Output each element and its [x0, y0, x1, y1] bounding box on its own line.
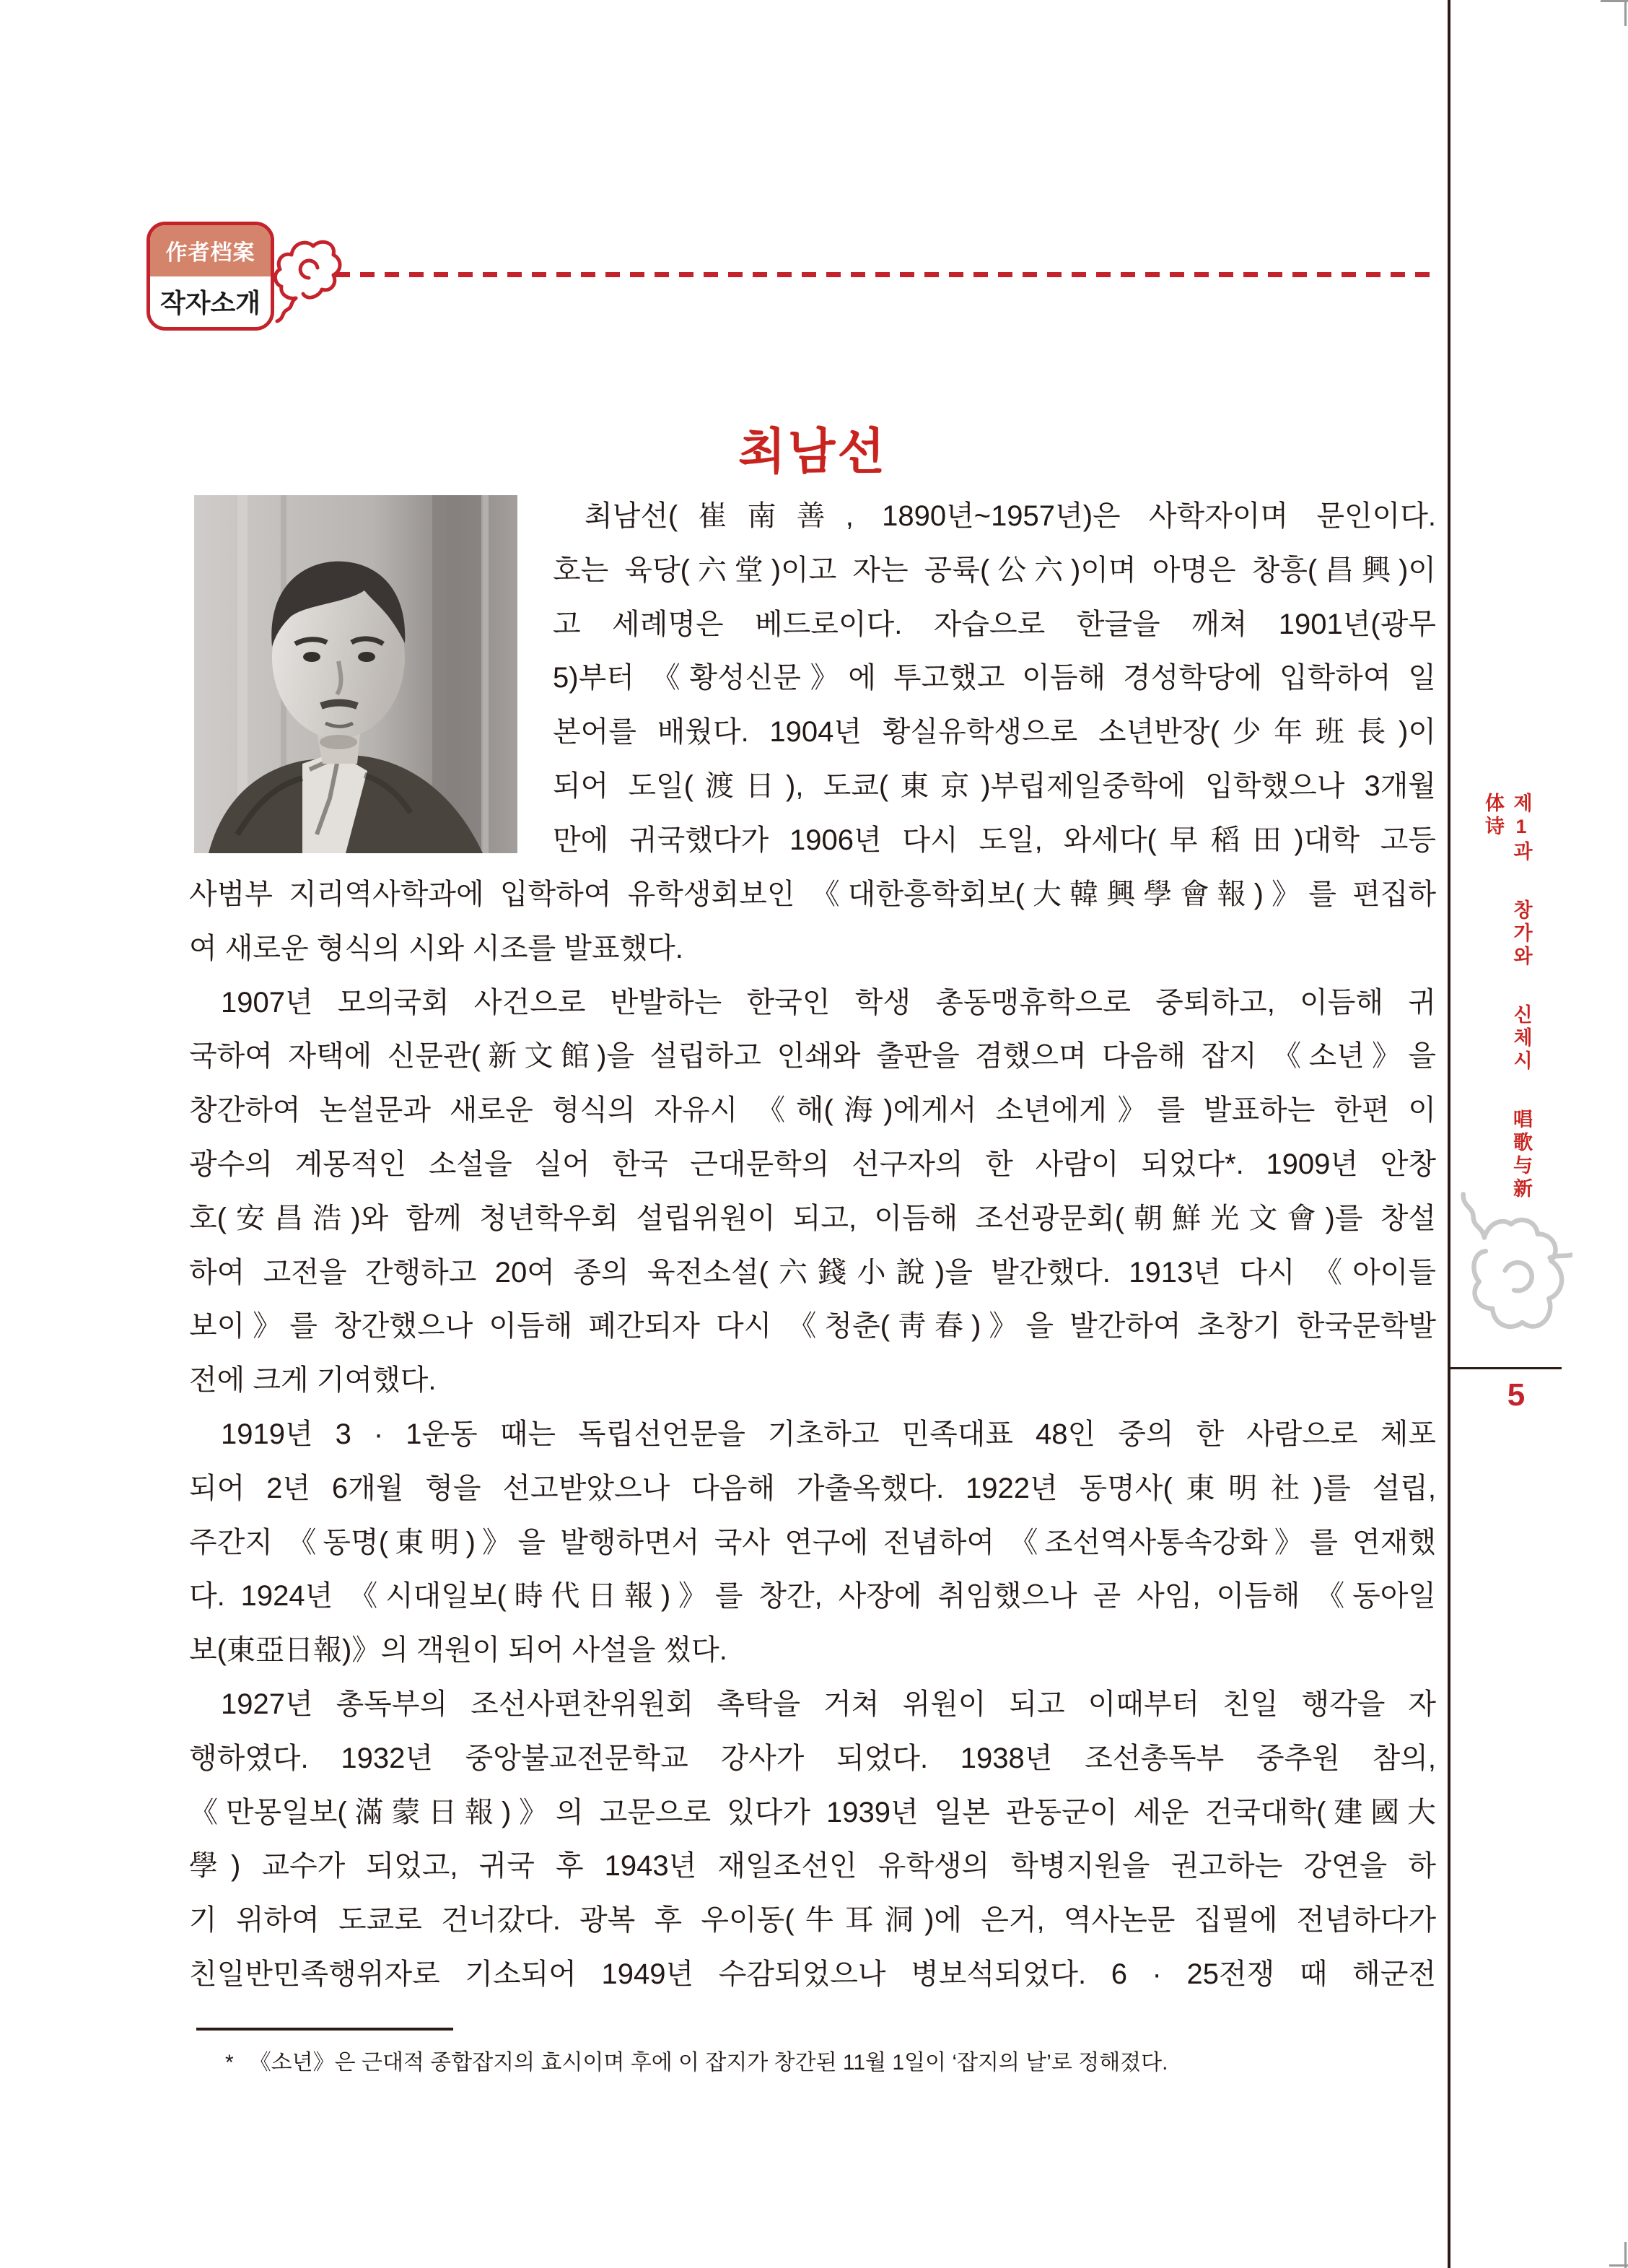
footnote-divider [196, 2028, 453, 2031]
bio-text-full-column [189, 868, 1436, 2002]
bio-text-line: 되어 2년 6개월 형을 선고받았으나 다음해 가출옥했다. 1922년 동명사(東明社)를 설립, [189, 1472, 1436, 1504]
bio-text-line: 최남선(崔南善, 1890년~1957년)은 사학자이며 문인이다. [585, 500, 1436, 532]
bio-text-line: 창간하여 논설문과 새로운 형식의 자유시 《해(海)에게서 소년에게》를 발표하는 한편 이 [189, 1094, 1436, 1127]
bio-text-line: 《만몽일보(滿蒙日報)》의 고문으로 있다가 1939년 일본 관동군이 세운 건국대학(建國大 [189, 1796, 1436, 1828]
bio-text-line: 보(東亞日報)》의 객원이 되어 사설을 썼다. [189, 1634, 727, 1667]
bio-text-line: 1927년 총독부의 조선사편찬위원회 촉탁을 거쳐 위원이 되고 이때부터 친일 행각을 자 [221, 1688, 1436, 1720]
bio-text-line: 1907년 모의국회 사건으로 반발하는 한국인 학생 총동맹휴학으로 중퇴하고, 이듬해 귀 [221, 986, 1436, 1019]
page-title: 최남선 [738, 424, 888, 479]
cloud-swirl-icon [268, 227, 346, 325]
bio-text-line: 친일반민족행위자로 기소되어 1949년 수감되었으나 병보석되었다. 6 · 25전쟁 때 해군전 [189, 1958, 1436, 1990]
bio-text-line: 1919년 3 · 1운동 때는 독립선언문을 기초하고 민족대표 48인 중의 한 사람으로 체포 [221, 1418, 1436, 1450]
right-margin-rule [1448, 0, 1450, 2268]
bio-text-line: 여 새로운 형식의 시와 시조를 발표했다. [189, 932, 683, 964]
bio-text-line: 행하였다. 1932년 중앙불교전문학교 강사가 되었다. 1938년 조선총독부 중추원 참의, [189, 1742, 1436, 1774]
bio-text-line: 국하여 자택에 신문관(新文館)을 설립하고 인쇄와 출판을 겸했으며 다음해 잡지 《소년》을 [189, 1040, 1436, 1073]
bio-text-line: 전에 크게 기여했다. [189, 1364, 437, 1397]
bio-text-line: 學) 교수가 되었고, 귀국 후 1943년 재일조선인 유학생의 학병지원을 권고하는 강연을 하 [189, 1850, 1436, 1883]
footnote-text: 《소년》은 근대적 종합잡지의 효시이며 후에 이 잡지가 창간된 11월 1일이 ‘잡지의 날’로 정해졌다. [249, 2051, 1168, 2075]
bio-text-line: 사범부 지리역사학과에 입학하여 유학생회보인 《대한흥학회보(大韓興學會報)》를 편집하 [189, 878, 1436, 910]
corner-mark-bottom-right [1624, 2242, 1627, 2268]
section-badge [146, 222, 274, 331]
portrait-photo [194, 495, 517, 853]
bio-text-wrapped-column [553, 489, 1436, 868]
badge-label-korean: 작자소개 [150, 276, 271, 328]
page-number: 5 [1507, 1377, 1526, 1413]
sidebar-chapter-title: 제1과 창가와 신체시 唱歌与新体诗 [1482, 793, 1532, 1201]
page-number-rule [1448, 1367, 1562, 1369]
bio-text-line: 5)부터 《황성신문》에 투고했고 이듬해 경성학당에 입학하여 일 [553, 662, 1436, 694]
bio-text-line: 보이》를 창간했으나 이듬해 폐간되자 다시 《청춘(靑春)》을 발간하여 초창기 한국문학발 [189, 1310, 1436, 1343]
footnote [225, 2047, 1436, 2079]
bio-text-line: 광수의 계몽적인 소설을 실어 한국 근대문학의 선구자의 한 사람이 되었다*. 1909년 안창 [189, 1148, 1436, 1180]
footnote-marker: * [225, 2051, 234, 2075]
bio-text-line: 본어를 배웠다. 1904년 황실유학생으로 소년반장(少年班長)이 [553, 716, 1436, 749]
bio-text-line: 하여 고전을 간행하고 20여 종의 육전소설(六錢小說)을 발간했다. 1913년 다시 《아이들 [189, 1256, 1436, 1288]
bio-text-line: 되어 도일(渡日), 도쿄(東京)부립제일중학에 입학했으나 3개월 [553, 769, 1436, 802]
bio-text-line: 고 세례명은 베드로이다. 자습으로 한글을 깨쳐 1901년(광무 [553, 608, 1436, 640]
corner-mark-top-right [1624, 0, 1627, 26]
bio-text-line: 호(安昌浩)와 함께 청년학우회 설립위원이 되고, 이듬해 조선광문회(朝鮮光文會)를 창설 [189, 1202, 1436, 1234]
bio-text-line: 주간지 《동명(東明)》을 발행하면서 국사 연구에 전념하여 《조선역사통속강화》를 연재했 [189, 1526, 1436, 1558]
bio-text-line: 호는 육당(六堂)이고 자는 공륙(公六)이며 아명은 창흥(昌興)이 [553, 554, 1436, 586]
bio-text-line: 기 위하여 도쿄로 건너갔다. 광복 후 우이동(牛耳洞)에 은거, 역사논문 집필에 전념하다가 [189, 1904, 1436, 1937]
bio-text-line: 다. 1924년 《시대일보(時代日報)》를 창간, 사장에 취임했으나 곧 사임, 이듬해 《동아일 [189, 1580, 1436, 1613]
badge-label-chinese: 作者档案 [150, 225, 271, 276]
cloud-swirl-decoration [1446, 1177, 1572, 1364]
dashed-divider [336, 272, 1436, 277]
bio-text-line: 만에 귀국했다가 1906년 다시 도일, 와세다(早稻田)대학 고등 [553, 824, 1436, 856]
